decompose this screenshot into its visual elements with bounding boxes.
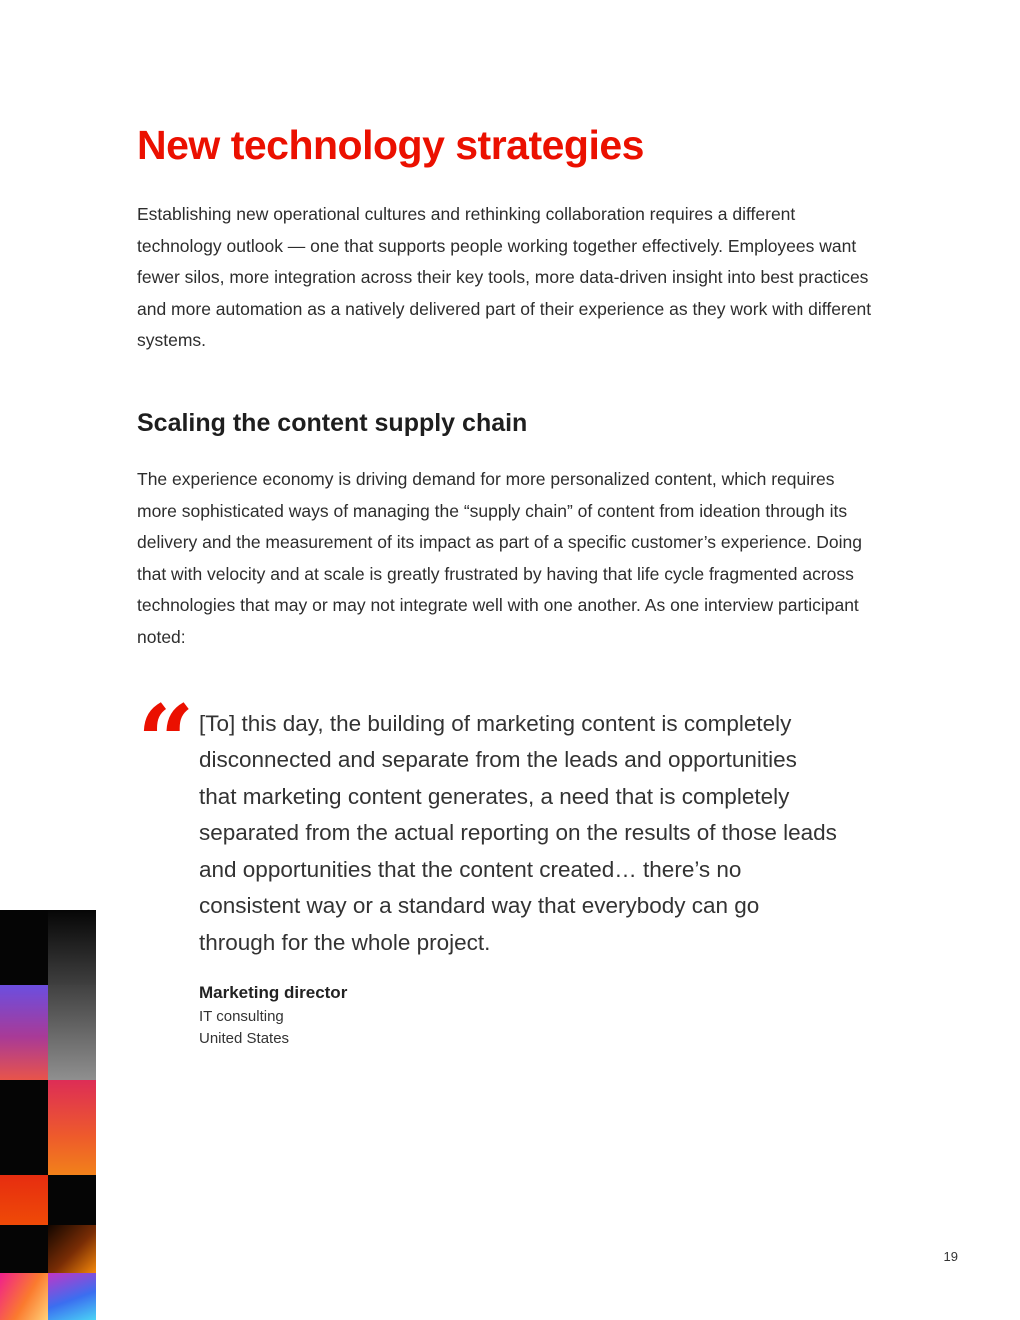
mosaic-cell <box>48 910 96 985</box>
mosaic-cell <box>48 985 96 1080</box>
page-number: 19 <box>943 1249 958 1264</box>
pull-quote <box>137 682 877 1048</box>
quote-mark-icon: “ <box>137 682 195 801</box>
mosaic-cell <box>0 1080 48 1175</box>
mosaic-cell <box>48 1080 96 1175</box>
quote-text: [To] this day, the building of marketing content is completely disconnected and separate from the leads and opportunities that marketing content generates, a need that is completely separated from the actual reporting on the results of those leads and opportunities that the content created… there’s no consistent way or a standard way that everybody can go through for the whole project. <box>199 710 837 955</box>
section-paragraph: The experience economy is driving demand for more personalized content, which requires more sophisticated ways of managing the “supply chain” of content from ideation through its delivery and the measurement of its impact as part of a specific customer’s experience. Doing that with velocity and at scale is greatly frustrated by having that life cycle fragmented across technologies that may or may not integrate well with one another. As one interview participant noted: <box>137 468 862 647</box>
mosaic-cell <box>0 1273 48 1320</box>
quote-attribution-role: Marketing director <box>199 983 348 1003</box>
mosaic-cell <box>0 1175 48 1225</box>
mosaic-cell <box>48 1175 96 1225</box>
page-title: New technology strategies <box>137 122 644 168</box>
quote-body <box>199 706 877 1048</box>
section-heading: Scaling the content supply chain <box>137 408 528 437</box>
page-content <box>137 0 877 1047</box>
intro-paragraph: Establishing new operational cultures and rethinking collaboration requires a different technology outlook — one that supports people working together effectively. Employees want fewer silos, more integration across their key tools, more data-driven insight into best practices and more automation as a natively delivered part of their experience as they work with different systems. <box>137 204 872 351</box>
mosaic-cell <box>48 1225 96 1273</box>
mosaic-cell <box>0 985 48 1080</box>
quote-attribution-location: United States <box>199 1030 290 1048</box>
mosaic-cell <box>0 910 48 985</box>
mosaic-cell <box>0 1225 48 1273</box>
mosaic-cell <box>48 1273 96 1320</box>
quote-attribution-org: IT consulting <box>199 1008 284 1026</box>
gradient-mosaic <box>0 910 95 1320</box>
